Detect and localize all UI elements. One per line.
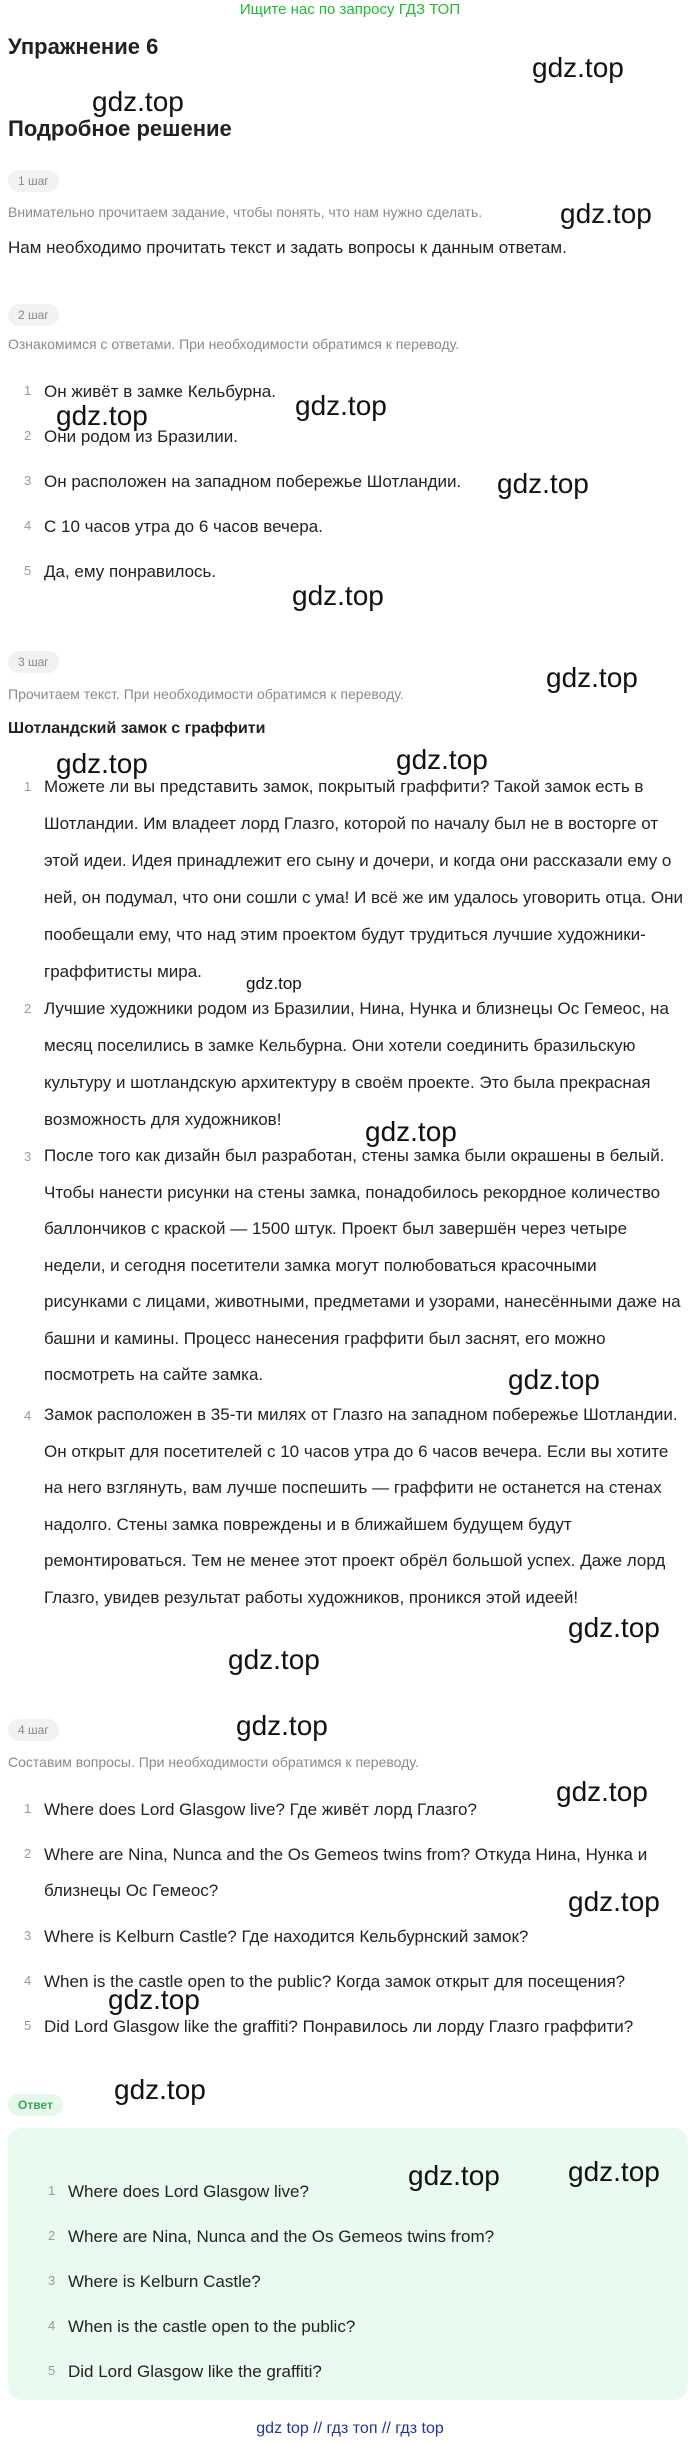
watermark: gdz.top bbox=[365, 1116, 457, 1147]
answer-badge: Ответ bbox=[8, 2094, 63, 2116]
item-text: Where are Nina, Nunca and the Os Gemeos twins from? bbox=[68, 2227, 495, 2246]
paragraph-text: Замок расположен в 35-ти милях от Глазго на западном побережье Шотландии. Он открыт для посетителей с 10 часов утра до 6 часов вечера. Если вы хотите на него взглянуть, вам лучше поспешить — граффити не останется на стенах надолго. Стены замка повреждены и в ближайшем будущем будут ремонтироваться. Тем не менее этот проект обрёл большой успех. Даже лорд Глазго, увидев результат работы художников, проникся этой идеей! bbox=[44, 1405, 678, 1607]
page-subtitle: Подробное решение bbox=[8, 116, 232, 141]
watermark: gdz.top bbox=[568, 1886, 660, 1917]
step-1-text: Нам необходимо прочитать текст и задать вопросы к данным ответам. bbox=[8, 238, 567, 257]
item-number: 2 bbox=[48, 2228, 56, 2243]
paragraph-number: 4 bbox=[24, 1408, 32, 1423]
step-2-badge: 2 шаг bbox=[8, 304, 59, 326]
step-1-note: Внимательно прочитаем задание, чтобы понять, что нам нужно сделать. bbox=[8, 204, 483, 220]
item-number: 1 bbox=[48, 2183, 56, 2198]
watermark: gdz.top bbox=[236, 1710, 328, 1741]
watermark: gdz.top bbox=[497, 468, 589, 499]
step-4-note: Составим вопросы. При необходимости обратимся к переводу. bbox=[8, 1754, 419, 1770]
item-number: 5 bbox=[24, 2018, 32, 2033]
paragraph-number: 1 bbox=[24, 779, 32, 794]
item-number: 4 bbox=[24, 518, 32, 533]
item-number: 3 bbox=[48, 2273, 56, 2288]
paragraph-text: Лучшие художники родом из Бразилии, Нина, Нунка и близнецы Ос Гемеос, на месяц поселились в замке Кельбурна. Они хотели соединить бразильскую культуру и шотландскую архитектуру в своём проекте. Это была прекрасная возможность для художников! bbox=[44, 999, 669, 1129]
paragraph-text: Можете ли вы представить замок, покрытый граффити? Такой замок есть в Шотландии. Им владеет лорд Глазго, которой по началу был не в восторге от этой идеи. Идея принадлежит его сыну и дочери, и когда они рассказали ему о ней, он подумал, что они сошли с ума! И всё же им удалось уговорить отца. Они пообещали ему, что над этим проектом будут трудиться лучшие художники-граффитисты мира. bbox=[44, 777, 683, 981]
watermark: gdz.top bbox=[568, 1612, 660, 1643]
text-heading: Шотландский замок с граффити bbox=[8, 720, 266, 737]
item-text: Where is Kelburn Castle? bbox=[68, 2272, 261, 2291]
watermark: gdz.top bbox=[546, 662, 638, 693]
item-text: Они родом из Бразилии. bbox=[44, 427, 238, 446]
paragraph-number: 3 bbox=[24, 1149, 32, 1164]
item-text: Where does Lord Glasgow live? Где живёт лорд Глазго? bbox=[44, 1800, 477, 1819]
paragraph-number: 2 bbox=[24, 1001, 32, 1016]
watermark: gdz.top bbox=[246, 974, 302, 993]
watermark: gdz.top bbox=[295, 390, 387, 421]
item-text: Did Lord Glasgow like the graffiti? Понравилось ли лорду Глазго граффити? bbox=[44, 2017, 634, 2036]
watermark: gdz.top bbox=[114, 2074, 206, 2105]
item-text: Он расположен на западном побережье Шотландии. bbox=[44, 472, 462, 491]
item-number: 2 bbox=[24, 428, 32, 443]
item-number: 3 bbox=[24, 1928, 32, 1943]
item-number: 4 bbox=[24, 1973, 32, 1988]
item-number: 1 bbox=[24, 1801, 32, 1816]
step-3-note: Прочитаем текст. При необходимости обратимся к переводу. bbox=[8, 686, 404, 702]
item-number: 3 bbox=[24, 473, 32, 488]
item-text: Where is Kelburn Castle? Где находится Кельбурнский замок? bbox=[44, 1927, 529, 1946]
step-3-badge: 3 шаг bbox=[8, 651, 59, 673]
watermark: gdz.top bbox=[560, 198, 652, 229]
item-number: 5 bbox=[24, 563, 32, 578]
step-4-badge: 4 шаг bbox=[8, 1719, 59, 1741]
item-number: 5 bbox=[48, 2363, 56, 2378]
page-title: Упражнение 6 bbox=[8, 34, 159, 59]
watermark: gdz.top bbox=[108, 1984, 200, 2015]
watermark: gdz.top bbox=[508, 1364, 600, 1395]
item-text: С 10 часов утра до 6 часов вечера. bbox=[44, 517, 323, 536]
item-number: 4 bbox=[48, 2318, 56, 2333]
item-number: 2 bbox=[24, 1846, 32, 1861]
paragraph-text: После того как дизайн был разработан, стены замка были окрашены в белый. Чтобы нанести рисунки на стены замка, понадобилось рекордное количество баллончиков с краской — 1500 штук. Проект был завершён через четыре недели, и сегодня посетители замка могут полюбоваться красочными рисунками с лицами, животными, предметами и узорами, нанесёнными даже на башни и камины. Процесс нанесения граффити был заснят, его можно посмотреть на сайте замка. bbox=[44, 1146, 681, 1384]
item-text: When is the castle open to the public? Когда замок открыт для посещения? bbox=[44, 1972, 626, 1991]
watermark: gdz.top bbox=[92, 86, 184, 117]
step-2-note: Ознакомимся с ответами. При необходимости обратимся к переводу. bbox=[8, 336, 460, 352]
item-text: Он живёт в замке Кельбурна. bbox=[44, 382, 276, 401]
watermark: gdz.top bbox=[228, 1644, 320, 1675]
item-text: Where does Lord Glasgow live? bbox=[68, 2182, 309, 2201]
watermark: gdz.top bbox=[396, 744, 488, 775]
watermark: gdz.top bbox=[408, 2160, 500, 2191]
item-text: When is the castle open to the public? bbox=[68, 2317, 356, 2336]
item-text: Where are Nina, Nunca and the Os Gemeos twins from? Откуда Нина, Нунка и близнецы Ос Гемеос? bbox=[44, 1845, 648, 1900]
watermark: gdz.top bbox=[532, 52, 624, 83]
top-banner[interactable]: Ищите нас по запросу ГДЗ ТОП bbox=[239, 1, 461, 18]
step-1-badge: 1 шаг bbox=[8, 170, 59, 192]
item-text: Да, ему понравилось. bbox=[44, 562, 217, 581]
watermark: gdz.top bbox=[568, 2156, 660, 2187]
footer-links[interactable]: gdz top // гдз топ // гдз top bbox=[256, 2420, 444, 2437]
watermark: gdz.top bbox=[556, 1776, 648, 1807]
watermark: gdz.top bbox=[56, 748, 148, 779]
item-number: 1 bbox=[24, 383, 32, 398]
item-text: Did Lord Glasgow like the graffiti? bbox=[68, 2362, 322, 2381]
watermark: gdz.top bbox=[56, 400, 148, 431]
watermark: gdz.top bbox=[292, 580, 384, 611]
